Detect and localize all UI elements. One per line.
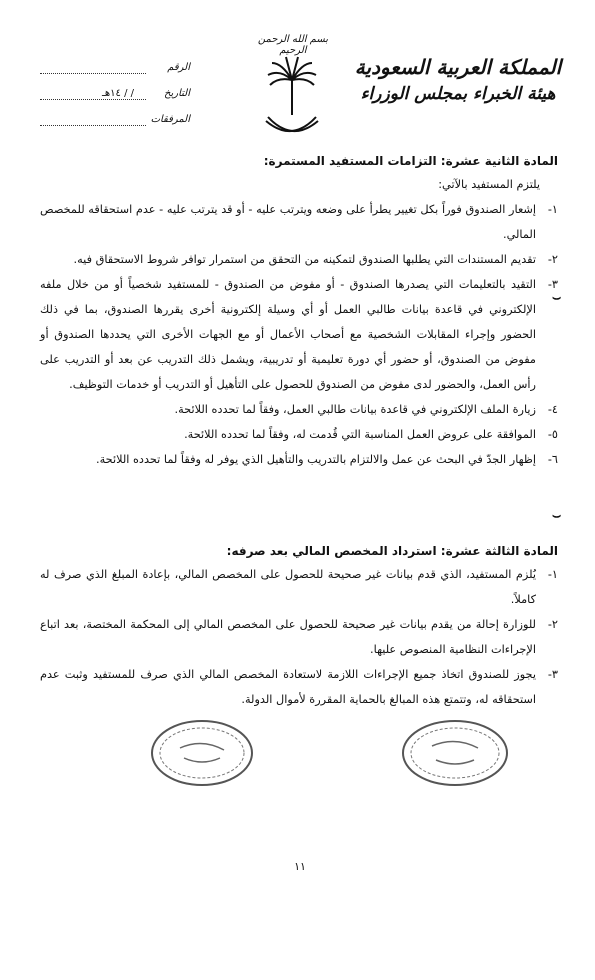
item-number: ٣- [547,278,558,291]
item-number: ٤- [547,403,558,416]
list-item [40,397,558,422]
item-text: إظهار الجدّ في البحث عن عمل والالتزام بالتدريب والتأهيل الذي يوفر له وفقاً لما تحدده اللائحة. [96,453,536,466]
basmala: بسم الله الرحمن الرحيم [257,34,329,56]
date-line [40,99,146,100]
article-13-heading: المادة الثالثة عشرة: استرداد المخصص المالي بعد صرفه: [226,544,558,558]
item-text: زيارة الملف الإلكتروني في قاعدة بيانات طالبي العمل، وفقاً لما تحدده اللائحة. [174,403,536,416]
list-item [40,247,558,272]
list-item [40,612,558,662]
item-text: التقيد بالتعليمات التي يصدرها الصندوق - أو مفوض من الصندوق - للمستفيد شخصياً أو من خلال ملفه الإلكتروني في قاعدة بيانات طالبي العمل أو أي وسيلة إلكترونية أخرى يقررها الصندوق، بما في ذلك الحضور وإجراء المقابلات الشخصية مع أصحاب الأعمال أو مع الجهات الأخرى التي يحددها الصندوق أو مفوض من الصندوق، أو حضور أي دورة تعليمية أو تدريبية، ويشمل ذلك التدريب عن بعد أو التدريب على رأس العمل، والحضور لدى مفوض من الصندوق للحصول على التأهيل أو التدريب أو خدمات التوظيف. [40,278,536,391]
kingdom-title: المملكة العربية السعودية [354,55,562,79]
item-number: ٣- [547,668,558,681]
ref-line [40,73,146,74]
stamp-seal-icon [400,718,510,788]
list-item [40,422,558,447]
item-number: ١- [547,203,558,216]
item-text: يجوز للصندوق اتخاذ جميع الإجراءات اللازمة لاستعادة المخصص المالي الذي صرف للمستفيد وثبت عدم استحقاقه له، وتتمتع هذه المبالغ بالحماية المقررة لأموال الدولة. [40,668,536,706]
margin-mark: ⌣ [552,508,562,524]
attachments-row [40,112,190,132]
item-text: تقديم المستندات التي يطلبها الصندوق لتمكينه من التحقق من استمرار توافر شروط الاستحقاق فيه. [73,253,536,266]
stamp-seal-icon [150,718,255,788]
date-label: التاريخ [164,88,190,99]
article-12-body [40,172,558,472]
item-number: ٢- [547,618,558,631]
ref-number-row [40,60,190,80]
date-row [40,86,190,106]
item-text: إشعار الصندوق فوراً بكل تغيير يطرأ على وضعه ويترتب عليه - أو قد يترتب عليه - عدم استحقاقه للمخصص المالي. [40,203,536,241]
item-number: ١- [547,568,558,581]
page-number: ١١ [294,860,306,873]
list-item [40,562,558,612]
margin-mark: ⌣ [552,290,562,306]
ref-label: الرقم [167,62,190,73]
item-number: ٢- [547,253,558,266]
list-item [40,447,558,472]
list-item [40,197,558,247]
item-number: ٥- [547,428,558,441]
authority-title: هيئة الخبراء بمجلس الوزراء [360,84,556,104]
article-13-body [40,562,558,712]
item-text: للوزارة إحالة من يقدم بيانات غير صحيحة للحصول على المخصص المالي إلى المحكمة المختصة، بعد اتباع الإجراءات النظامية المنصوص عليها. [40,618,536,656]
item-text: الموافقة على عروض العمل المناسبة التي قُدمت له، وفقاً لما تحدده اللائحة. [184,428,536,441]
item-text: يُلزم المستفيد، الذي قدم بيانات غير صحيحة للحصول على المخصص المالي، بإعادة المبلغ الذي صرف له كاملاً. [40,568,536,606]
date-value: / / ١٤هـ [101,88,134,99]
attachments-label: المرفقات [150,114,190,125]
list-item [40,272,558,397]
attachments-line [40,125,146,126]
list-item [40,662,558,712]
article-12-intro: يلتزم المستفيد بالآتي: [438,178,540,191]
article-12-heading: المادة الثانية عشرة: التزامات المستفيد المستمرة: [263,154,558,168]
item-number: ٦- [547,453,558,466]
palm-swords-emblem-icon [262,55,322,145]
